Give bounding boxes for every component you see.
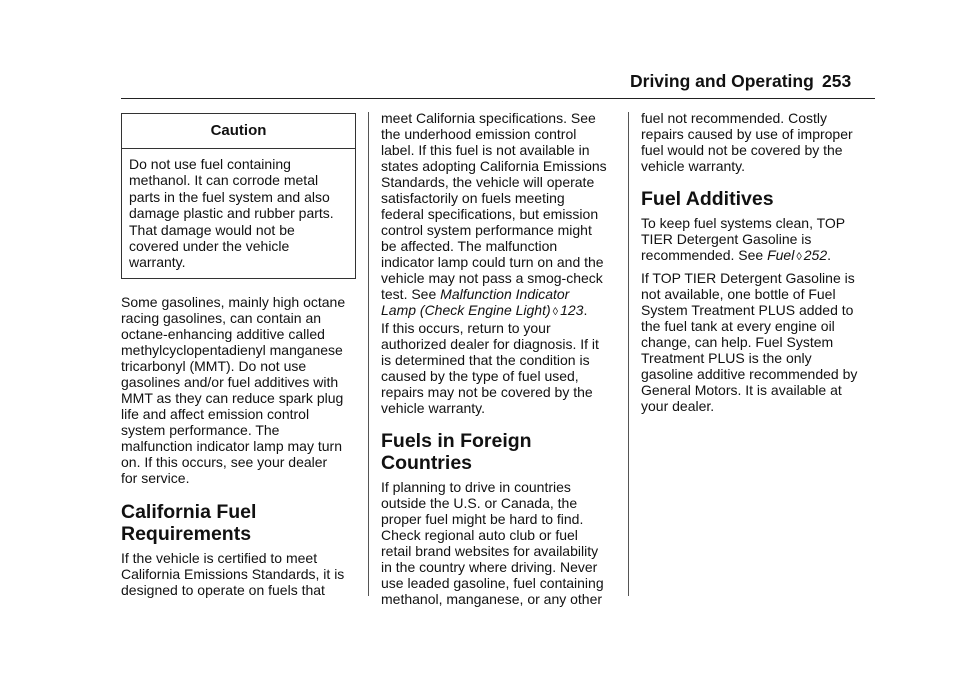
text-line: Standards, the vehicle will operate [381,174,595,190]
text-line: retail brand websites for availability [381,543,599,559]
text-line: MMT as they can reduce spark plug [121,389,344,406]
reference-line-2 [381,302,617,320]
text-line: label. If this fuel is not available in [381,142,590,158]
text-line: authorized dealer for diagnosis. If it [381,336,599,352]
text-line: satisfactorily on fuels meeting [381,190,565,206]
text-line: federal specifications, but emission [381,206,599,222]
caution-title: Caution [122,114,355,149]
caution-body [122,149,355,278]
column-divider-2 [628,112,629,596]
column-3 [641,110,875,414]
column-2 [381,110,617,607]
text-line: vehicle warranty. [641,158,746,174]
reference-end: . [583,302,588,318]
text-line: racing gasolines, can contain an [121,309,322,326]
text-line: Do not use fuel containing [129,156,291,172]
text-line: fuel would not be covered by the [641,142,843,158]
paragraph-california-cont [381,110,617,416]
text-line: Countries [381,452,473,474]
text-line: octane-enhancing additive called [121,325,325,342]
page-ref-icon: ◊ [552,306,559,318]
text-line: the fuel tank at every engine oil [641,318,835,334]
paragraph-additives [641,215,875,265]
text-line: parts in the fuel system and also [129,188,330,205]
text-line: Requirements [121,522,252,545]
text-line: caused by the type of fuel used, [381,368,579,384]
reference-lead: recommended. See [641,247,768,263]
heading-fuels-foreign [381,430,617,474]
text-line: meet California specifications. See [381,110,596,126]
text-line: malfunction indicator lamp may turn [121,437,342,454]
text-line: states adopting California Emissions [381,158,607,174]
column-divider-1 [368,112,369,596]
text-line: life and affect emission control [121,405,310,422]
text-line: change, can help. Fuel System [641,334,834,350]
running-header-title: Driving and Operating [630,71,814,91]
reference-link-mil-a[interactable]: Malfunction Indicator [440,286,570,302]
paragraph-lines [381,320,617,416]
text-line: To keep fuel systems clean, TOP [641,215,846,231]
text-line: tricarbonyl (MMT). Do not use [121,357,307,374]
text-line: If planning to drive in countries [381,479,571,495]
text-line: If the vehicle is certified to meet [121,549,318,566]
reference-link-mil-b[interactable]: Lamp (Check Engine Light) [381,302,551,318]
text-line: That damage would not be [129,221,295,238]
text-line: General Motors. It is available at [641,382,842,398]
text-line: TIER Detergent Gasoline is [641,231,812,247]
text-line: vehicle may not pass a smog-check [381,270,603,286]
text-line: methanol. It can corrode metal [129,172,319,189]
text-line: system performance. The [121,421,280,438]
text-line: If this occurs, return to your [381,320,551,336]
text-line: Check regional auto club or fuel [381,527,578,543]
header-rule [121,98,875,99]
text-line: the underhood emission control [381,126,577,142]
text-line: gasoline additive recommended by [641,366,858,382]
text-line: If TOP TIER Detergent Gasoline is [641,270,855,286]
text-line: for service. [121,469,190,486]
text-line: Fuels in Foreign [381,430,532,452]
heading-fuel-additives: Fuel Additives [641,188,774,210]
text-line: proper fuel might be hard to find. [381,511,584,527]
paragraph-lines [381,110,617,286]
reference-line-1 [381,286,617,302]
paragraph-lines [641,215,875,247]
text-line: designed to operate on fuels that [121,581,325,598]
text-line: is determined that the condition is [381,352,590,368]
text-line: indicator lamp could turn on and the [381,254,604,270]
text-line: System Treatment PLUS added to [641,302,854,318]
text-line: control system performance might [381,222,592,238]
text-line: your dealer. [641,398,715,414]
paragraph-california [121,550,356,598]
heading-california-fuel [121,501,356,545]
text-line: Treatment PLUS is the only [641,350,812,366]
paragraph-foreign-cont [641,110,875,174]
reference-lead: test. See [381,286,441,302]
text-line: damage plastic and rubber parts. [129,205,334,222]
paragraph-foreign [381,479,617,607]
paragraph-top-tier [641,270,875,414]
caution-box [121,113,356,279]
page-ref-icon: ◊ [796,251,802,263]
text-line: on. If this occurs, see your dealer [121,453,328,470]
text-line: California Emissions Standards, it is [121,565,345,582]
reference-line-fuel [641,247,875,265]
text-line: covered under the vehicle [129,238,290,255]
text-line: Some gasolines, mainly high octane [121,293,346,310]
text-line: use leaded gasoline, fuel containing [381,575,604,591]
text-line: in the country where driving. Never [381,559,598,575]
reference-page[interactable]: 252 [803,247,828,263]
reference-page[interactable]: 123 [560,302,584,318]
paragraph-mmt [121,294,356,486]
text-line: repairs may not be covered by the [381,384,593,400]
text-line: vehicle warranty. [381,400,486,416]
text-line: warranty. [129,254,186,271]
text-line: be affected. The malfunction [381,238,558,254]
text-line: methanol, manganese, or any other [381,591,603,607]
text-line: methylcyclopentadienyl manganese [121,341,343,358]
text-line: gasolines and/or fuel additives with [121,373,339,390]
text-line: repairs caused by use of improper [641,126,853,142]
text-line: outside the U.S. or Canada, the [381,495,578,511]
text-line: fuel not recommended. Costly [641,110,827,126]
text-line: California Fuel [121,500,257,523]
reference-end: . [827,247,831,263]
reference-link-fuel[interactable]: Fuel [767,247,795,263]
page-number: 253 [822,71,852,91]
text-line: not available, one bottle of Fuel [641,286,836,302]
column-1 [121,110,356,598]
